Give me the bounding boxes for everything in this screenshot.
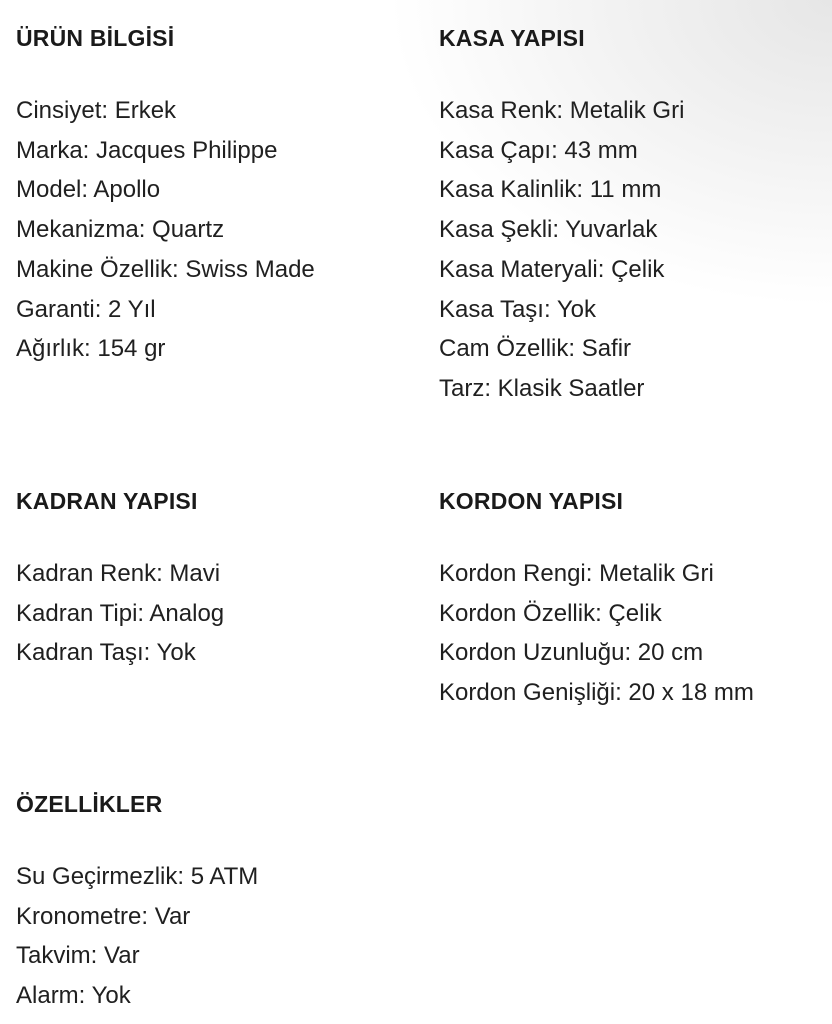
spec-list — [16, 857, 258, 1016]
section-kordon-yapisi — [439, 486, 754, 713]
spec-item: Kordon Özellik: Çelik — [439, 599, 662, 627]
spec-item: Makine Özellik: Swiss Made — [16, 255, 315, 283]
spec-item: Kadran Tipi: Analog — [16, 599, 225, 627]
section-title: ÜRÜN BİLGİSİ — [16, 25, 175, 51]
spec-item: Kronometre: Var — [16, 902, 191, 930]
spec-item: Kordon Uzunluğu: 20 cm — [439, 639, 704, 667]
spec-item: Cinsiyet: Erkek — [16, 97, 177, 124]
section-title: KORDON YAPISI — [439, 488, 624, 514]
spec-item: Ağırlık: 154 gr — [16, 335, 166, 363]
spec-item: Marka: Jacques Philippe — [16, 136, 278, 164]
spec-list — [16, 554, 224, 673]
spec-item: Mekanizma: Quartz — [16, 216, 225, 244]
spec-item: Kasa Taşı: Yok — [439, 295, 597, 323]
section-title: KASA YAPISI — [439, 25, 585, 51]
section-title: KADRAN YAPISI — [16, 488, 198, 514]
section-kadran-yapisi — [16, 486, 224, 673]
spec-item: Kasa Şekli: Yuvarlak — [439, 216, 658, 244]
spec-item: Su Geçirmezlik: 5 ATM — [16, 863, 259, 890]
section-kasa-yapisi — [439, 23, 684, 409]
spec-item: Kadran Taşı: Yok — [16, 639, 196, 667]
spec-item: Kasa Renk: Metalik Gri — [439, 97, 685, 124]
spec-item: Kasa Materyali: Çelik — [439, 255, 665, 283]
spec-item: Cam Özellik: Safir — [439, 335, 632, 363]
spec-item: Kordon Rengi: Metalik Gri — [439, 560, 714, 587]
spec-item: Kasa Kalinlik: 11 mm — [439, 176, 662, 204]
section-title: ÖZELLİKLER — [16, 791, 163, 817]
spec-item: Model: Apollo — [16, 176, 161, 204]
spec-item: Tarz: Klasik Saatler — [439, 374, 645, 402]
spec-list — [439, 91, 684, 409]
spec-list — [439, 554, 754, 713]
spec-list — [16, 91, 315, 369]
spec-item: Garanti: 2 Yıl — [16, 295, 156, 323]
section-ozellikler — [16, 789, 258, 1016]
spec-item: Alarm: Yok — [16, 982, 131, 1010]
spec-item: Kasa Çapı: 43 mm — [439, 136, 638, 164]
section-urun-bilgisi — [16, 23, 315, 369]
spec-item: Kordon Genişliği: 20 x 18 mm — [439, 679, 754, 707]
spec-item: Kadran Renk: Mavi — [16, 560, 221, 587]
spec-item: Takvim: Var — [16, 942, 140, 970]
